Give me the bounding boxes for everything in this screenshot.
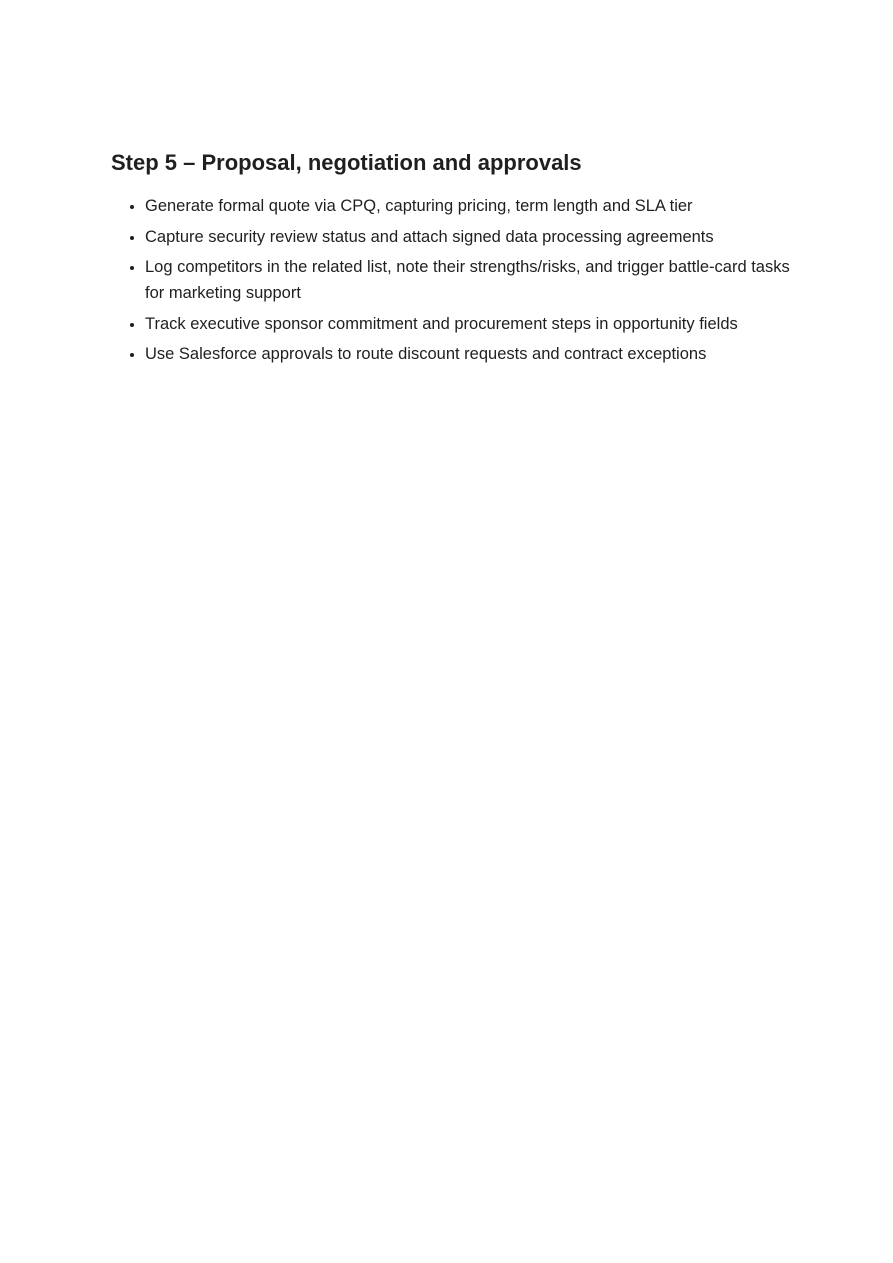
list-item: • Log competitors in the related list, note their strengths/risks, and trigger battle-card tasks for marketing support (145, 254, 801, 306)
section-content (111, 146, 801, 372)
list-item: • Track executive sponsor commitment and procurement steps in opportunity fields (145, 311, 801, 337)
bullet-list (111, 193, 801, 367)
list-item: • Use Salesforce approvals to route discount requests and contract exceptions (145, 341, 801, 367)
list-item: • Capture security review status and attach signed data processing agreements (145, 224, 801, 250)
list-item: • Generate formal quote via CPQ, capturing pricing, term length and SLA tier (145, 193, 801, 219)
section-title: Step 5 – Proposal, negotiation and approvals (111, 150, 582, 175)
